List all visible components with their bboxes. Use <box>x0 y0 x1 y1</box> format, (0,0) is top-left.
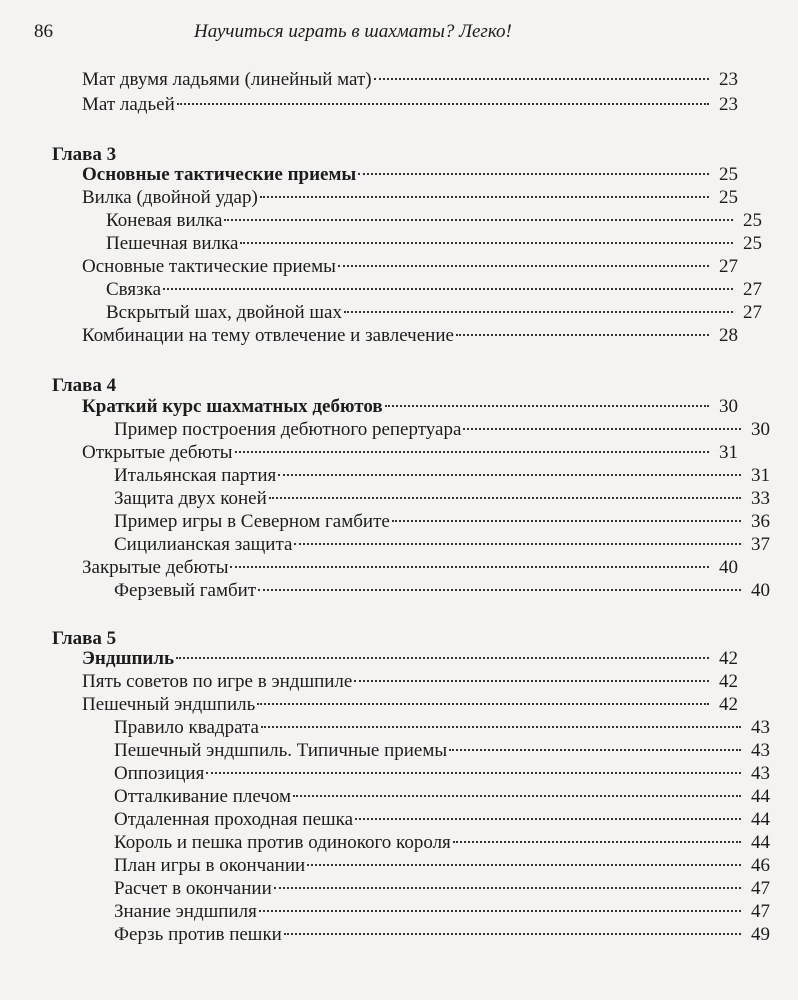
toc-entry-title: Эндшпиль <box>82 648 175 669</box>
toc-entry-title: Пять советов по игре в эндшпиле <box>82 671 353 692</box>
toc-entry-title: Коневая вилка <box>106 210 223 231</box>
toc-entry-page: 27 <box>743 302 762 323</box>
toc-entry <box>0 647 766 671</box>
dot-leader <box>344 311 733 313</box>
toc-entry-title: Основные тактические приемы <box>82 256 336 277</box>
book-title: Научиться играть в шахматы? Легко! <box>194 21 512 42</box>
toc-entry-page: 43 <box>751 763 770 784</box>
toc-entry <box>0 232 790 256</box>
toc-entry-page: 44 <box>751 786 770 807</box>
dot-leader <box>449 749 741 751</box>
toc-entry-page: 25 <box>719 164 738 185</box>
toc-entry-title: Закрытые дебюты <box>82 557 229 578</box>
toc-entry-page: 31 <box>751 465 770 486</box>
dot-leader <box>392 520 741 522</box>
page-number: 86 <box>34 21 53 42</box>
toc-entry <box>0 418 798 442</box>
dot-leader <box>206 772 741 774</box>
toc-entry <box>0 579 798 603</box>
toc-entry-title: Мат ладьей <box>82 94 175 115</box>
toc-entry <box>0 163 766 187</box>
toc-entry <box>0 464 798 488</box>
toc-entry <box>0 785 798 809</box>
toc-entry-page: 30 <box>751 419 770 440</box>
toc-entry-title: Вскрытый шах, двойной шах <box>106 302 342 323</box>
toc-entry <box>0 533 798 557</box>
toc-entry-title: Правило квадрата <box>114 717 259 738</box>
dot-leader <box>269 497 741 499</box>
toc-entry <box>0 923 798 947</box>
toc-entry-page: 27 <box>719 256 738 277</box>
toc-entry-title: Пример игры в Северном гамбите <box>114 511 390 532</box>
toc-entry-title: Знание эндшпиля <box>114 901 257 922</box>
dot-leader <box>224 219 733 221</box>
dot-leader <box>456 334 709 336</box>
toc-entry-title: Король и пешка против одинокого короля <box>114 832 451 853</box>
toc-entry <box>0 324 766 348</box>
dot-leader <box>294 543 741 545</box>
toc-entry <box>0 301 790 325</box>
dot-leader <box>260 196 709 198</box>
toc-entry <box>0 186 766 210</box>
toc-entry-page: 27 <box>743 279 762 300</box>
toc-entry <box>0 693 766 717</box>
toc-entry-page: 42 <box>719 694 738 715</box>
toc-entry-title: План игры в окончании <box>114 855 306 876</box>
dot-leader <box>358 173 709 175</box>
toc-entry-page: 47 <box>751 878 770 899</box>
dot-leader <box>385 405 709 407</box>
toc-entry-page: 44 <box>751 809 770 830</box>
toc-entry-title: Ферзь против пешки <box>114 924 282 945</box>
chapter-3-heading: Глава 3 <box>52 144 117 165</box>
toc-entry <box>0 395 766 419</box>
toc-entry-title: Итальянская партия <box>114 465 277 486</box>
running-head <box>34 20 654 44</box>
dot-leader <box>235 451 709 453</box>
toc-entry-page: 25 <box>719 187 738 208</box>
toc-entry-page: 40 <box>719 557 738 578</box>
toc-entry-title: Защита двух коней <box>114 488 267 509</box>
chapter-4-heading: Глава 4 <box>52 375 117 396</box>
toc-entry-title: Комбинации на тему отвлечение и завлечение <box>82 325 454 346</box>
toc-entry <box>0 831 798 855</box>
toc-entry <box>0 716 798 740</box>
toc-entry <box>0 900 798 924</box>
toc-entry-title: Отдаленная проходная пешка <box>114 809 354 830</box>
toc-entry-page: 40 <box>751 580 770 601</box>
toc-entry-title: Вилка (двойной удар) <box>82 187 258 208</box>
toc-entry <box>0 510 798 534</box>
toc-entry-page: 23 <box>719 69 738 90</box>
dot-leader <box>257 703 709 705</box>
toc-entry-title: Пешечный эндшпиль. Типичные приемы <box>114 740 448 761</box>
toc-entry <box>0 93 766 117</box>
dot-leader <box>354 680 709 682</box>
dot-leader <box>240 242 733 244</box>
dot-leader <box>261 726 741 728</box>
toc-entry-title: Основные тактические приемы <box>82 164 357 185</box>
chapter-5-heading: Глава 5 <box>52 628 117 649</box>
toc-entry-title: Сицилианская защита <box>114 534 293 555</box>
toc-entry <box>0 441 766 465</box>
toc-entry-page: 33 <box>751 488 770 509</box>
toc-entry <box>0 68 766 92</box>
toc-entry-title: Пешечная вилка <box>106 233 239 254</box>
toc-entry-page: 31 <box>719 442 738 463</box>
toc-entry <box>0 209 790 233</box>
dot-leader <box>177 103 709 105</box>
toc-entry-page: 46 <box>751 855 770 876</box>
toc-entry-title: Расчет в окончании <box>114 878 272 899</box>
dot-leader <box>307 864 741 866</box>
toc-entry-page: 36 <box>751 511 770 532</box>
dot-leader <box>163 288 733 290</box>
dot-leader <box>259 910 741 912</box>
toc-entry-title: Ферзевый гамбит <box>114 580 257 601</box>
toc-entry <box>0 762 798 786</box>
toc-entry-page: 43 <box>751 717 770 738</box>
dot-leader <box>355 818 741 820</box>
toc-entry-title: Открытые дебюты <box>82 442 233 463</box>
dot-leader <box>278 474 741 476</box>
toc-entry <box>0 278 790 302</box>
dot-leader <box>293 795 741 797</box>
dot-leader <box>338 265 709 267</box>
toc-entry-page: 37 <box>751 534 770 555</box>
toc-entry-page: 28 <box>719 325 738 346</box>
toc-entry-title: Пример построения дебютного репертуара <box>114 419 462 440</box>
dot-leader <box>463 428 741 430</box>
toc-entry-page: 42 <box>719 648 738 669</box>
toc-entry-title: Мат двумя ладьями (линейный мат) <box>82 69 372 90</box>
dot-leader <box>176 657 709 659</box>
toc-entry <box>0 670 766 694</box>
toc-entry-page: 42 <box>719 671 738 692</box>
dot-leader <box>258 589 741 591</box>
toc-entry-title: Пешечный эндшпиль <box>82 694 256 715</box>
toc-entry-page: 30 <box>719 396 738 417</box>
toc-entry-title: Связка <box>106 279 162 300</box>
toc-entry-page: 23 <box>719 94 738 115</box>
toc-entry-page: 25 <box>743 233 762 254</box>
dot-leader <box>284 933 741 935</box>
dot-leader <box>374 78 709 80</box>
toc-entry <box>0 854 798 878</box>
toc-entry-page: 49 <box>751 924 770 945</box>
toc-entry <box>0 877 798 901</box>
toc-entry-page: 44 <box>751 832 770 853</box>
toc-entry <box>0 556 766 580</box>
toc-entry-title: Краткий курс шахматных дебютов <box>82 396 383 417</box>
toc-entry-page: 47 <box>751 901 770 922</box>
dot-leader <box>453 841 741 843</box>
toc-entry-page: 43 <box>751 740 770 761</box>
toc-entry-page: 25 <box>743 210 762 231</box>
toc-entry <box>0 739 798 763</box>
toc-entry <box>0 808 798 832</box>
dot-leader <box>274 887 741 889</box>
toc-entry <box>0 487 798 511</box>
toc-entry-title: Оппозиция <box>114 763 205 784</box>
toc-entry <box>0 255 766 279</box>
toc-entry-title: Отталкивание плечом <box>114 786 292 807</box>
dot-leader <box>230 566 709 568</box>
